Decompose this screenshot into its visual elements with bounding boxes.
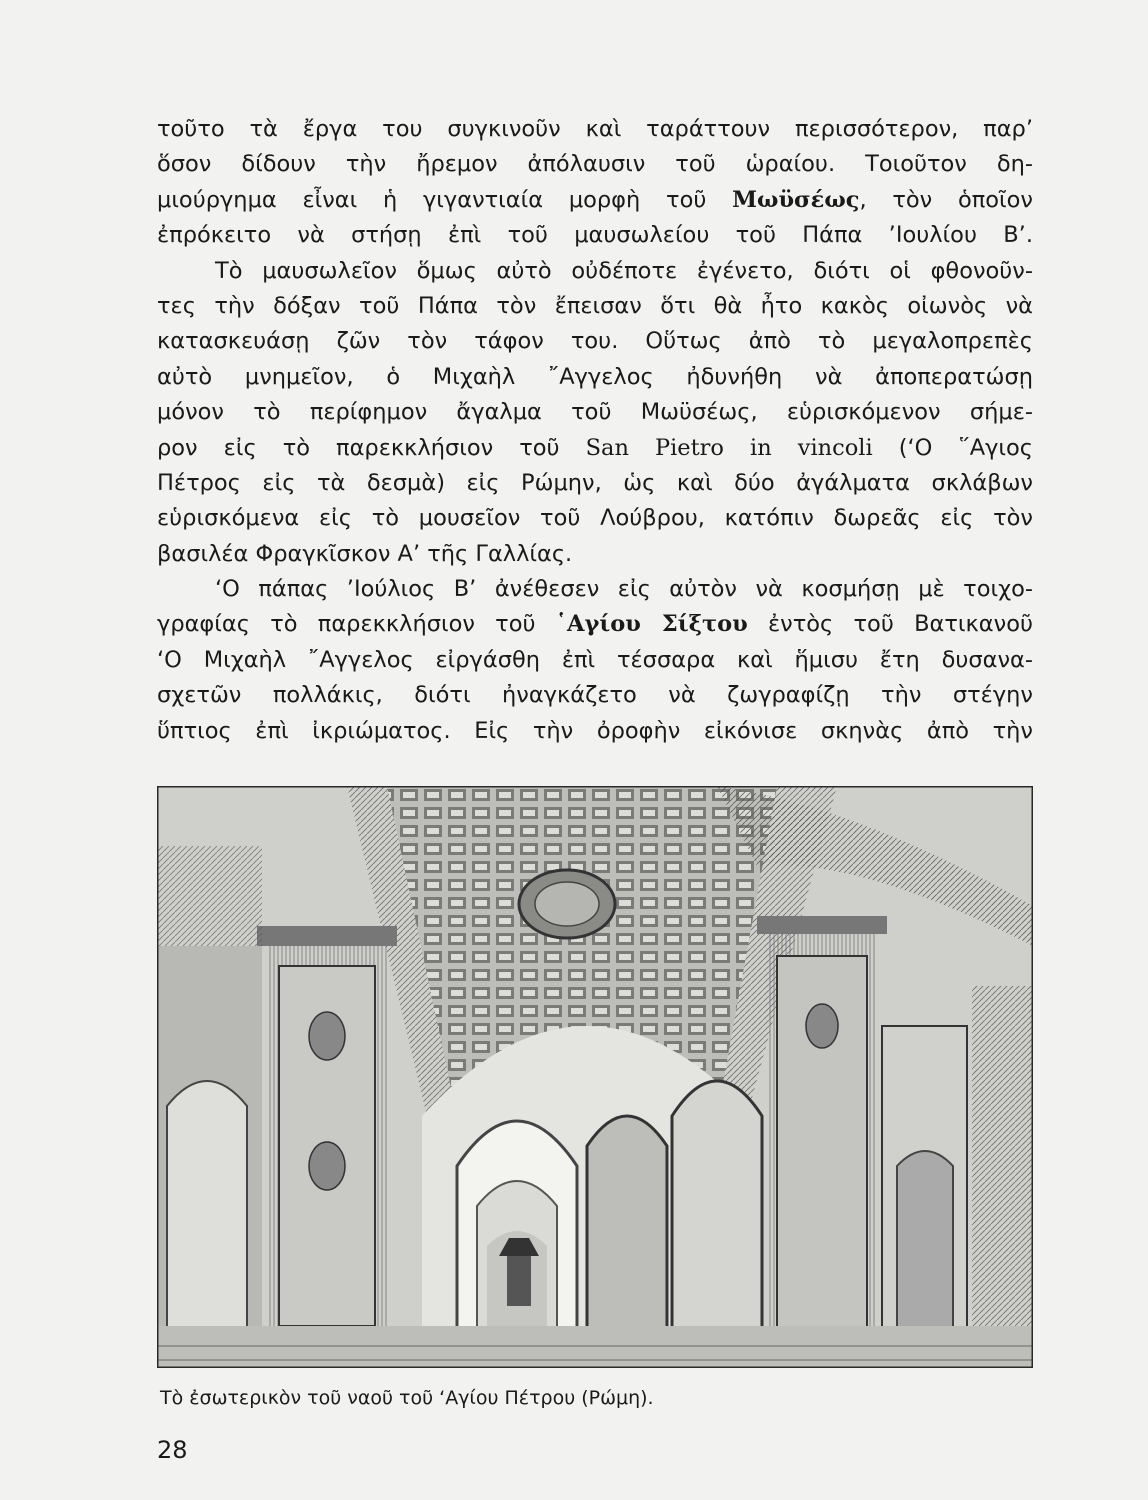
text-line: Πέτρος εἰς τὰ δεσμὰ) εἰς Ρώμην, ὡς καὶ δύο ἀγάλματα σκλάβων: [157, 469, 1033, 496]
text-line: ‘Ο πάπας ’Ιούλιος Β’ ἀνέθεσεν εἰς αὐτὸν νὰ κοσμήσῃ μὲ τοιχο-: [215, 576, 1033, 603]
text-line: βασιλέα Φραγκῖσκον Α’ τῆς Γαλλίας.: [157, 540, 573, 567]
bold-term-moses: Μωϋσέως: [732, 186, 860, 213]
text-line: αὐτὸ μνημεῖον, ὁ Μιχαὴλ ῎Αγγελος ἠδυνήθη νὰ ἀποπερατώσῃ: [157, 363, 1033, 390]
text-line: ρον εἰς τὸ παρεκκλήσιον τοῦ San Pietro in vincoli (‘Ο ῞Αγιος: [157, 434, 1033, 461]
text-line: εὑρισκόμενα εἰς τὸ μουσεῖον τοῦ Λούβρου, κατόπιν δωρεᾶς εἰς τὸν: [157, 505, 1033, 532]
engraving-illustration: [157, 786, 1033, 1368]
text-line: Τὸ μαυσωλεῖον ὅμως αὐτὸ οὐδέποτε ἐγένετο, διότι οἱ φθονοῦν-: [215, 257, 1033, 284]
text-line: γραφίας τὸ παρεκκλήσιον τοῦ ῾Αγίου Σίξτου ἐντὸς τοῦ Βατικανοῦ: [157, 611, 1033, 638]
text-line: ὅσον δίδουν τὴν ἤρεμον ἀπόλαυσιν τοῦ ὡραίου. Τοιοῦτον δη-: [157, 151, 1033, 178]
body-text: [157, 112, 1033, 749]
basilica-engraving: [157, 786, 1033, 1368]
text-line: μόνον τὸ περίφημον ἄγαλμα τοῦ Μωϋσέως, εὑρισκόμενον σήμε-: [157, 399, 1033, 426]
figure-caption: Τὸ ἐσωτερικὸν τοῦ ναοῦ τοῦ ‘Αγίου Πέτρου (Ρώμη).: [160, 1387, 654, 1409]
bold-term-sixtus: ῾Αγίου Σίξτου: [555, 611, 748, 638]
text-line: ‘Ο Μιχαὴλ ῎Αγγελος εἰργάσθη ἐπὶ τέσσαρα καὶ ἥμισυ ἔτη δυσανα-: [157, 646, 1033, 673]
text-line: σχετῶν πολλάκις, διότι ἠναγκάζετο νὰ ζωγραφίζῃ τὴν στέγην: [157, 682, 1033, 709]
page-number: 28: [157, 1436, 188, 1464]
text-line: κατασκευάσῃ ζῶν τὸν τάφον του. Οὕτως ἀπὸ τὸ μεγαλοπρεπὲς: [157, 328, 1033, 355]
latin-term: San Pietro in vincoli: [585, 434, 873, 461]
text-line: ἐπρόκειτο νὰ στήσῃ ἐπὶ τοῦ μαυσωλείου τοῦ Πάπα ’Ιουλίου Β’.: [157, 222, 1033, 249]
text-line: τες τὴν δόξαν τοῦ Πάπα τὸν ἔπεισαν ὅτι θὰ ἦτο κακὸς οἰωνὸς νὰ: [157, 292, 1033, 319]
text-line: τοῦτο τὰ ἔργα του συγκινοῦν καὶ ταράττουν περισσότερον, παρ’: [157, 116, 1033, 142]
text-line: μιούργημα εἶναι ἡ γιγαντιαία μορφὴ τοῦ Μωϋσέως, τὸν ὁποῖον: [157, 186, 1033, 213]
text-line: ὕπτιος ἐπὶ ἰκριώματος. Εἰς τὴν ὀροφὴν εἰκόνισε σκηνὰς ἀπὸ τὴν: [157, 717, 1033, 744]
